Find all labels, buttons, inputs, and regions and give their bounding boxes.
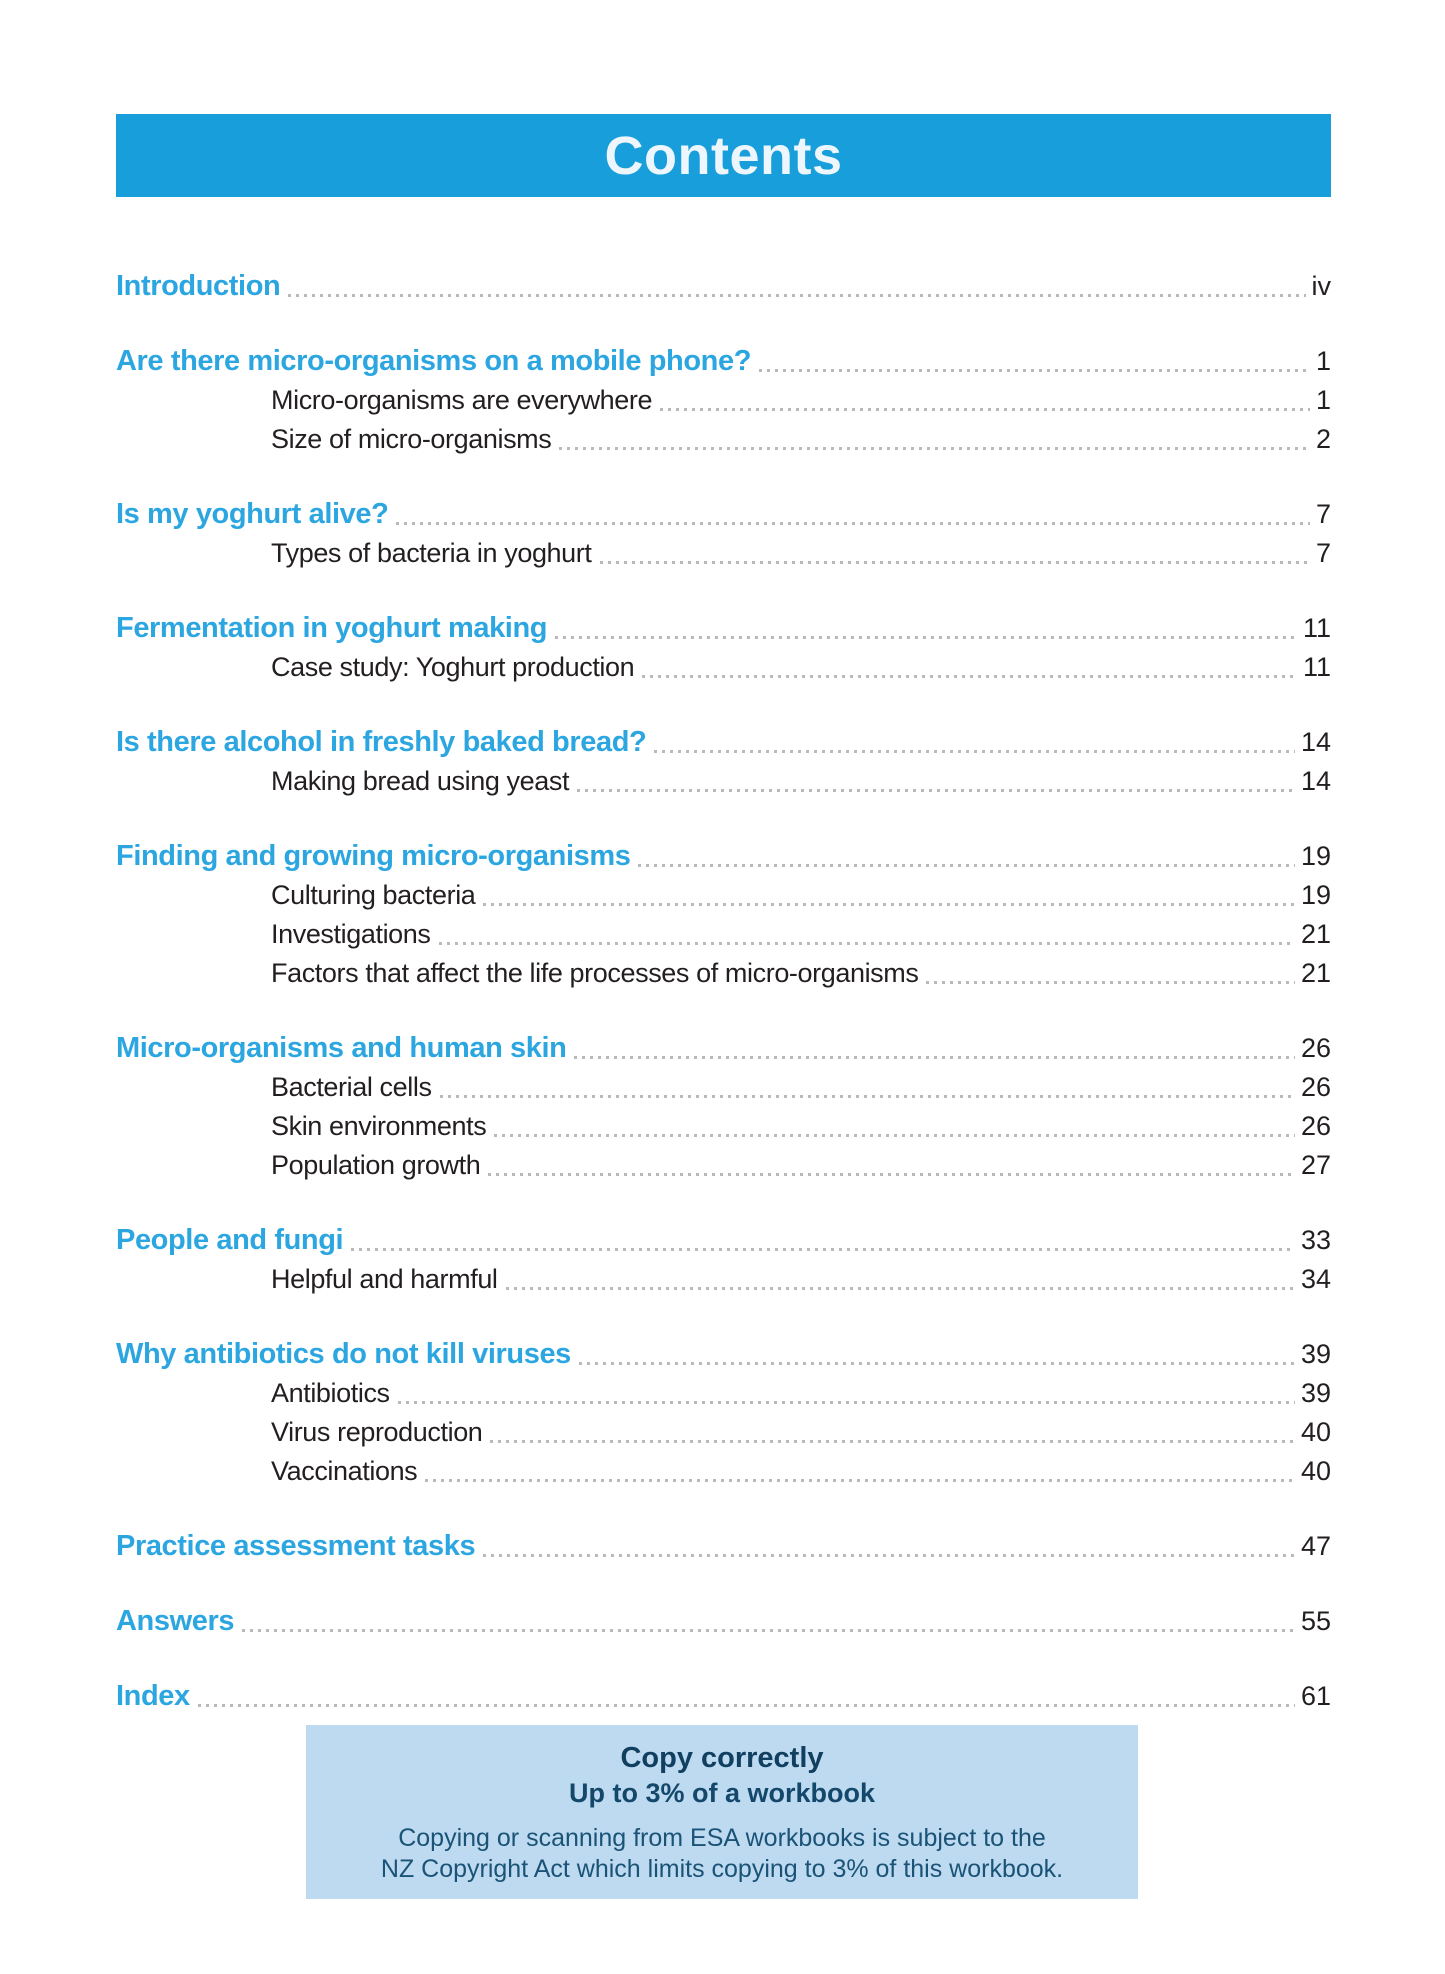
notice-body [306, 1823, 1138, 1885]
dot-leader [759, 369, 1310, 372]
dot-leader [926, 981, 1294, 984]
toc-subentry-label: Types of bacteria in yoghurt [271, 538, 592, 568]
dot-leader [654, 750, 1295, 753]
toc-subentry-label: Population growth [271, 1150, 481, 1180]
toc-section [116, 723, 1331, 801]
dot-leader [490, 1440, 1295, 1443]
toc-subentry-label: Investigations [271, 919, 431, 949]
toc-entry-title: Why antibiotics do not kill viruses [116, 1338, 571, 1370]
toc-entry-title: Fermentation in yoghurt making [116, 612, 548, 644]
toc-entry [116, 342, 1331, 381]
toc-page-number: 19 [1300, 880, 1331, 910]
dot-leader [288, 294, 1305, 297]
toc-section [116, 609, 1331, 687]
dot-leader [488, 1173, 1295, 1176]
toc-subentry [116, 381, 1331, 420]
dot-leader [396, 522, 1310, 525]
toc-page-number: 7 [1315, 499, 1331, 529]
toc-section [116, 495, 1331, 573]
toc-section [116, 837, 1331, 993]
toc-subentry [116, 1068, 1331, 1107]
toc-section [116, 1221, 1331, 1299]
toc-page-number: 1 [1315, 385, 1331, 415]
toc-page-number: iv [1311, 271, 1331, 301]
toc-subentry [116, 420, 1331, 459]
dot-leader [398, 1401, 1295, 1404]
dot-leader [577, 789, 1295, 792]
toc-page-number: 11 [1302, 613, 1331, 643]
toc-subentry-label: Making bread using yeast [271, 766, 570, 796]
toc-section [116, 342, 1331, 459]
dot-leader [642, 675, 1297, 678]
toc-page-number: 7 [1315, 538, 1331, 568]
toc-entry [116, 1602, 1331, 1641]
toc-entry-title: Finding and growing micro-organisms [116, 840, 631, 872]
dot-leader [483, 903, 1295, 906]
dot-leader [425, 1479, 1295, 1482]
toc-page-number: 26 [1300, 1111, 1331, 1141]
toc-entry [116, 1221, 1331, 1260]
toc-page-number: 40 [1300, 1417, 1331, 1447]
toc-page-number: 34 [1300, 1264, 1331, 1294]
toc-subentry [116, 762, 1331, 801]
dot-leader [579, 1362, 1295, 1365]
dot-leader [351, 1248, 1295, 1251]
toc-page-number: 61 [1300, 1681, 1331, 1711]
toc-page-number: 40 [1300, 1456, 1331, 1486]
toc-page-number: 2 [1315, 424, 1331, 454]
toc-section [116, 1677, 1331, 1716]
toc-entry [116, 837, 1331, 876]
toc-entry-title: Practice assessment tasks [116, 1530, 476, 1562]
toc-subentry [116, 915, 1331, 954]
toc-entry [116, 1335, 1331, 1374]
toc-page-number: 27 [1300, 1150, 1331, 1180]
toc-subentry [116, 954, 1331, 993]
toc-page-number: 47 [1300, 1531, 1331, 1561]
toc-page-number: 26 [1300, 1033, 1331, 1063]
toc-entry [116, 1527, 1331, 1566]
toc-subentry-label: Vaccinations [271, 1456, 418, 1486]
toc-subentry [116, 648, 1331, 687]
dot-leader [494, 1134, 1295, 1137]
notice-subheading: Up to 3% of a workbook [568, 1778, 876, 1808]
copyright-notice-box [306, 1725, 1138, 1899]
toc-entry-title: Introduction [116, 270, 281, 302]
toc-page-number: 21 [1300, 919, 1331, 949]
toc-subentry-label: Virus reproduction [271, 1417, 483, 1447]
toc-section [116, 1335, 1331, 1491]
toc-page-number: 11 [1302, 652, 1331, 682]
dot-leader [506, 1287, 1295, 1290]
toc-subentry-label: Size of micro-organisms [271, 424, 552, 454]
dot-leader [660, 408, 1310, 411]
toc-page-number: 14 [1300, 766, 1331, 796]
toc-subentry [116, 1413, 1331, 1452]
table-of-contents [116, 267, 1331, 1752]
dot-leader [559, 447, 1310, 450]
dot-leader [242, 1629, 1295, 1632]
toc-subentry [116, 1260, 1331, 1299]
toc-subentry-label: Helpful and harmful [271, 1264, 498, 1294]
toc-section [116, 1029, 1331, 1185]
toc-page-number: 14 [1300, 727, 1331, 757]
toc-entry-title: Is my yoghurt alive? [116, 498, 389, 530]
toc-subentry [116, 1452, 1331, 1491]
toc-page-number: 33 [1300, 1225, 1331, 1255]
toc-subentry [116, 876, 1331, 915]
toc-entry [116, 1677, 1331, 1716]
toc-subentry-label: Case study: Yoghurt production [271, 652, 635, 682]
toc-subentry-label: Culturing bacteria [271, 880, 476, 910]
toc-page-number: 21 [1300, 958, 1331, 988]
toc-section [116, 1602, 1331, 1641]
toc-page-number: 26 [1300, 1072, 1331, 1102]
dot-leader [638, 864, 1294, 867]
dot-leader [574, 1056, 1294, 1059]
notice-heading: Copy correctly [620, 1742, 824, 1774]
toc-page-number: 55 [1300, 1606, 1331, 1636]
toc-section [116, 267, 1331, 306]
toc-entry-title: Are there micro-organisms on a mobile phone? [116, 345, 752, 377]
toc-subentry-label: Bacterial cells [271, 1072, 432, 1102]
notice-body-line1: Copying or scanning from ESA workbooks is subject to the [398, 1824, 1046, 1852]
toc-page-number: 39 [1300, 1339, 1331, 1369]
dot-leader [440, 1095, 1295, 1098]
toc-section [116, 1527, 1331, 1566]
dot-leader [198, 1704, 1295, 1707]
contents-header-bar [116, 114, 1331, 197]
toc-entry-title: Is there alcohol in freshly baked bread? [116, 726, 647, 758]
toc-entry [116, 267, 1331, 306]
toc-entry-title: Index [116, 1680, 190, 1712]
toc-subentry-label: Factors that affect the life processes of micro-organisms [271, 958, 919, 988]
toc-subentry-label: Skin environments [271, 1111, 487, 1141]
notice-body-line2: NZ Copyright Act which limits copying to 3% of this workbook. [380, 1855, 1064, 1883]
toc-entry [116, 1029, 1331, 1068]
dot-leader [600, 561, 1310, 564]
toc-subentry-label: Micro-organisms are everywhere [271, 385, 653, 415]
toc-entry-title: Micro-organisms and human skin [116, 1032, 567, 1064]
toc-entry-title: People and fungi [116, 1224, 344, 1256]
toc-subentry [116, 1107, 1331, 1146]
toc-entry [116, 495, 1331, 534]
dot-leader [483, 1554, 1295, 1557]
dot-leader [439, 942, 1295, 945]
toc-subentry-label: Antibiotics [271, 1378, 390, 1408]
page-title: Contents [604, 125, 843, 186]
toc-page-number: 39 [1300, 1378, 1331, 1408]
toc-subentry [116, 1146, 1331, 1185]
toc-entry-title: Answers [116, 1605, 235, 1637]
toc-subentry [116, 1374, 1331, 1413]
toc-entry [116, 723, 1331, 762]
toc-entry [116, 609, 1331, 648]
dot-leader [555, 636, 1297, 639]
toc-page-number: 19 [1300, 841, 1331, 871]
toc-page-number: 1 [1315, 346, 1331, 376]
toc-subentry [116, 534, 1331, 573]
